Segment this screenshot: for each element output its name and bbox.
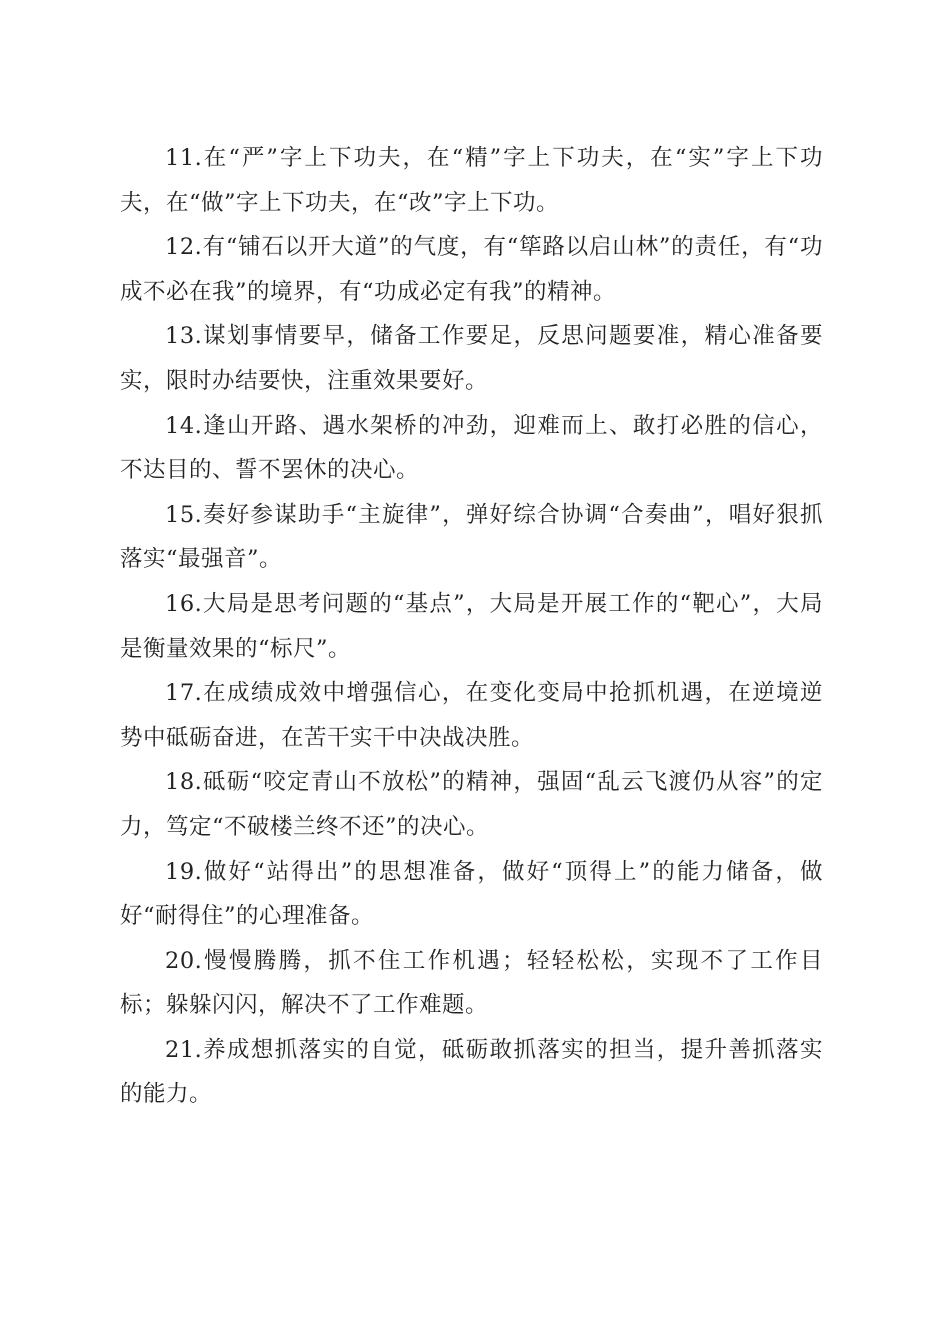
paragraph-20: 20.慢慢腾腾，抓不住工作机遇；轻轻松松，实现不了工作目标；躲躲闪闪，解决不了工作难题。 [120, 947, 823, 1019]
paragraph-14: 14.逢山开路、遇水架桥的冲劲，迎难而上、敢打必胜的信心，不达目的、誓不罢休的决心。 [120, 412, 823, 484]
paragraph-15: 15.奏好参谋助手“主旋律”，弹好综合协调“合奏曲”，唱好狠抓落实“最强音”。 [120, 501, 823, 573]
paragraph-11: 11.在“严”字上下功夫，在“精”字上下功夫，在“实”字上下功夫，在“做”字上下功夫，在“改”字上下功。 [120, 145, 823, 216]
paragraph-17: 17.在成绩成效中增强信心，在变化变局中抢抓机遇，在逆境逆势中砥砺奋进，在苦干实干中决战决胜。 [120, 680, 823, 751]
paragraph-21: 21.养成想抓落实的自觉，砥砺敢抓落实的担当，提升善抓落实的能力。 [120, 1036, 823, 1108]
paragraph-19: 19.做好“站得出”的思想准备，做好“顶得上”的能力储备，做好“耐得住”的心理准备。 [120, 858, 823, 930]
document-body [120, 136, 823, 1117]
paragraph-13: 13.谋划事情要早，储备工作要足，反思问题要准，精心准备要实，限时办结要快，注重效果要好。 [120, 323, 823, 394]
paragraph-12: 12.有“铺石以开大道”的气度，有“筚路以启山林”的责任，有“功成不必在我”的境界，有“功成必定有我”的精神。 [120, 234, 823, 305]
paragraph-16: 16.大局是思考问题的“基点”，大局是开展工作的“靶心”，大局是衡量效果的“标尺”。 [120, 590, 823, 662]
paragraph-18: 18.砥砺“咬定青山不放松”的精神，强固“乱云飞渡仍从容”的定力，笃定“不破楼兰终不还”的决心。 [120, 769, 823, 840]
